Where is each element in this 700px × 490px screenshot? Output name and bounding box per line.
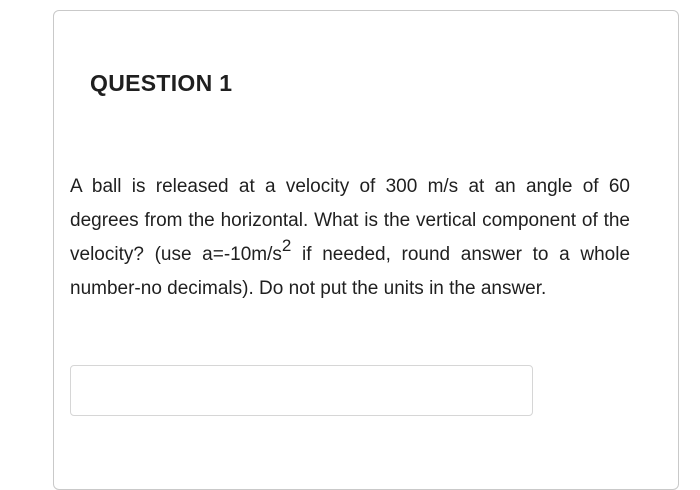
question-text: [70, 170, 630, 306]
exponent-superscript: 2: [281, 235, 292, 255]
answer-input[interactable]: [70, 365, 533, 416]
question-text-part1: A ball is released at a velocity of 300 m/s at an angle of 60 degrees from the horizontal. What is the vertical component of the velocity? (use a=-10m/s: [70, 176, 630, 265]
question-title: QUESTION 1: [90, 70, 233, 96]
question-text-part2: if needed, round answer to a whole number-no decimals). Do not put the units in the answer.: [70, 244, 631, 299]
